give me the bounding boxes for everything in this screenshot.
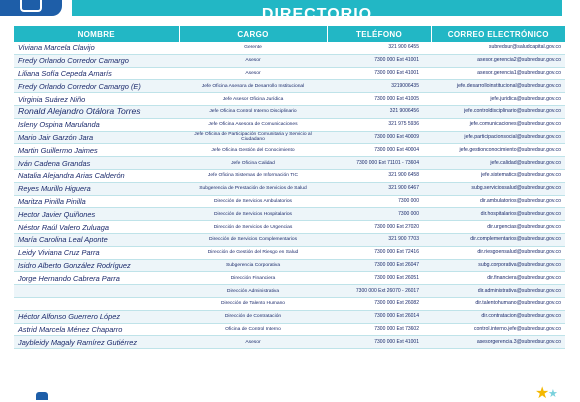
cell-nombre: Virginia Suárez Niño xyxy=(14,93,179,106)
cell-correo[interactable]: jefe.participacionsocial@subredsur.gov.co xyxy=(431,131,565,144)
cell-nombre xyxy=(14,297,179,310)
cell-correo[interactable]: dir.urgencias@subredsur.gov.co xyxy=(431,221,565,234)
cell-cargo: Dirección Financiera xyxy=(179,272,327,285)
cell-nombre: Isidro Alberto González Rodríguez xyxy=(14,259,179,272)
cell-correo[interactable]: jefe.controldisciplinario@subredsur.gov.co xyxy=(431,105,565,118)
cell-nombre: Iván Cadena Grandas xyxy=(14,157,179,170)
cell-cargo: Dirección de Servicios Hospitalarios xyxy=(179,208,327,221)
table-row xyxy=(14,157,565,170)
cell-nombre: Ronald Alejandro Otálora Torres xyxy=(14,105,179,118)
table-row xyxy=(14,80,565,93)
cell-nombre: Astrid Marcela Ménez Chaparro xyxy=(14,323,179,336)
column-header-telefono: TELÉFONO xyxy=(327,26,431,42)
cell-nombre: Néstor Raúl Valero Zuluaga xyxy=(14,221,179,234)
cell-correo[interactable]: subg.corporativa@subredsur.gov.co xyxy=(431,259,565,272)
cell-telefono: 7300 000 Ext 73602 xyxy=(327,323,431,336)
cell-correo[interactable]: dir.ambulatorios@subredsur.gov.co xyxy=(431,195,565,208)
cell-telefono: 7300 000 Ext 41001 xyxy=(327,67,431,80)
cell-telefono: 7300 000 Ext 26047 xyxy=(327,259,431,272)
directory-table xyxy=(14,26,565,349)
cell-cargo: Asesor xyxy=(179,67,327,80)
cell-correo[interactable]: jefe.gestionconocimiento@subredsur.gov.co xyxy=(431,144,565,157)
cell-cargo: Jefe Oficina Gestión del Conocimiento xyxy=(179,144,327,157)
cell-telefono: 321 900 7703 xyxy=(327,233,431,246)
cell-cargo: Jefe Asesor Oficina Jurídica xyxy=(179,93,327,106)
cell-cargo: Dirección de Contratación xyxy=(179,310,327,323)
cell-nombre: Hector Javier Quiñones xyxy=(14,208,179,221)
cell-nombre: Leidy Viviana Cruz Parra xyxy=(14,246,179,259)
cell-nombre: Jaybleidy Magaly Ramírez Gutiérrez xyxy=(14,336,179,349)
table-row xyxy=(14,118,565,131)
cell-correo[interactable]: control.interno.jefe@subredsur.gov.co xyxy=(431,323,565,336)
cell-telefono: 321 900 6455 xyxy=(327,42,431,54)
cell-nombre: Natalia Alejandra Arias Calderón xyxy=(14,169,179,182)
cell-cargo: Dirección de Servicios Ambulatorios xyxy=(179,195,327,208)
table-row xyxy=(14,208,565,221)
table-row xyxy=(14,67,565,80)
table-row xyxy=(14,105,565,118)
cell-correo[interactable]: asesorgerencia.3@subredsur.gov.co xyxy=(431,336,565,349)
cell-cargo: Jefe Oficina Asesora de Desarrollo Institucional xyxy=(179,80,327,93)
cell-telefono: 7300 000 Ext 40004 xyxy=(327,144,431,157)
cell-nombre: Maritza Pinilla Pinilla xyxy=(14,195,179,208)
cell-telefono: 7300 000 Ext 26014 xyxy=(327,310,431,323)
table-row xyxy=(14,93,565,106)
cell-telefono: 7300 000 xyxy=(327,195,431,208)
column-header-nombre: NOMBRE xyxy=(14,26,179,42)
cell-correo[interactable]: jefe.desarrolloinstitucional@subredsur.gov.co xyxy=(431,80,565,93)
brand-corner-shape xyxy=(36,392,48,400)
cell-correo[interactable]: jefe.calidad@subredsur.gov.co xyxy=(431,157,565,170)
cell-correo[interactable]: dir.hospitalarios@subredsur.gov.co xyxy=(431,208,565,221)
logo-icon xyxy=(20,0,42,12)
column-header-cargo: CARGO xyxy=(179,26,327,42)
cell-cargo: Jefe Oficina Calidad xyxy=(179,157,327,170)
cell-cargo: Subgerencia Corporativa xyxy=(179,259,327,272)
cell-telefono: 3219006435 xyxy=(327,80,431,93)
cell-cargo: Oficina de Control Interno xyxy=(179,323,327,336)
cell-telefono: 321 9006456 xyxy=(327,105,431,118)
table-row xyxy=(14,233,565,246)
table-row xyxy=(14,246,565,259)
cell-nombre xyxy=(14,285,179,298)
cell-nombre: Mario Jair Garzón Jara xyxy=(14,131,179,144)
cell-correo[interactable]: dir.contratacion@subredsur.gov.co xyxy=(431,310,565,323)
cell-correo[interactable]: dir.administrativa@subredsur.gov.co xyxy=(431,285,565,298)
table-row xyxy=(14,336,565,349)
cell-telefono: 7300 000 Ext 26070 - 26017 xyxy=(327,285,431,298)
cell-correo[interactable]: asesor.gerencia2@subredsur.gov.co xyxy=(431,54,565,67)
cell-correo[interactable]: jefe.sistematics@subredsur.gov.co xyxy=(431,169,565,182)
star-icon: ★ xyxy=(535,385,550,402)
cell-correo[interactable]: dir.financiera@subredsur.gov.co xyxy=(431,272,565,285)
header-banner xyxy=(0,0,580,26)
cell-cargo: Dirección de Servicios Complementarios xyxy=(179,233,327,246)
cell-nombre: Viviana Marcela Clavijo xyxy=(14,42,179,54)
cell-nombre: Liliana Sofía Cepeda Amarís xyxy=(14,67,179,80)
cell-telefono: 7300 000 Ext 40009 xyxy=(327,131,431,144)
table-row xyxy=(14,195,565,208)
cell-cargo: Jefe Oficina de Participación Comunitaria y Servicio al Ciudadano xyxy=(179,131,327,144)
cell-cargo: Gerente xyxy=(179,42,327,54)
cell-correo[interactable]: asesor.gerencia1@subredsur.gov.co xyxy=(431,67,565,80)
table-row xyxy=(14,54,565,67)
cell-nombre: Isleny Ospina Marulanda xyxy=(14,118,179,131)
cell-nombre: Fredy Orlando Corredor Camargo (E) xyxy=(14,80,179,93)
table-row xyxy=(14,131,565,144)
cell-telefono: 321 900 6458 xyxy=(327,169,431,182)
cell-telefono: 7300 000 Ext 27020 xyxy=(327,221,431,234)
table-row xyxy=(14,221,565,234)
cell-telefono: 7300 000 Ext 41001 xyxy=(327,54,431,67)
cell-telefono: 321 975 5936 xyxy=(327,118,431,131)
table-row xyxy=(14,169,565,182)
star-shadow-icon: ★ xyxy=(548,388,558,400)
table-row xyxy=(14,310,565,323)
cell-cargo: Dirección de Gestión del Riesgo en Salud xyxy=(179,246,327,259)
cell-telefono: 7300 000 xyxy=(327,208,431,221)
cell-cargo: Jefe Oficina Asesora de Comunicaciones xyxy=(179,118,327,131)
cell-cargo: Dirección Administrativa xyxy=(179,285,327,298)
cell-telefono: 7300 000 Ext 26051 xyxy=(327,272,431,285)
table-row xyxy=(14,285,565,298)
table-row xyxy=(14,272,565,285)
cell-nombre: Reyes Murillo Higuera xyxy=(14,182,179,195)
cell-nombre: Martin Guillermo Jaimes xyxy=(14,144,179,157)
page-title: DIRECTORIO xyxy=(261,6,373,23)
cell-cargo: Subgerencia de Prestación de Servicios de Salud xyxy=(179,182,327,195)
cell-nombre: Fredy Orlando Corredor Camargo xyxy=(14,54,179,67)
cell-cargo: Jefe Oficina Sistemas de Información TIC xyxy=(179,169,327,182)
cell-correo[interactable]: dir.complementarios@subredsur.gov.co xyxy=(431,233,565,246)
table-row xyxy=(14,144,565,157)
cell-correo[interactable]: dir.talentohumano@subredsur.gov.co xyxy=(431,297,565,310)
cell-nombre: María Carolina Leal Aponte xyxy=(14,233,179,246)
cell-correo[interactable]: subg.serviciossalud@subredsur.gov.co xyxy=(431,182,565,195)
cell-telefono: 7300 000 Ext 72416 xyxy=(327,246,431,259)
table-row xyxy=(14,182,565,195)
cell-telefono: 7300 000 Ext 41001 xyxy=(327,336,431,349)
cell-correo[interactable]: dir.riesgoensalud@subredsur.gov.co xyxy=(431,246,565,259)
table-row xyxy=(14,42,565,54)
cell-cargo: Dirección de Talento Humano xyxy=(179,297,327,310)
cell-telefono: 7300 000 Ext 41005 xyxy=(327,93,431,106)
cell-telefono: 7300 000 Ext 71101 - 73604 xyxy=(327,157,431,170)
table-row xyxy=(14,297,565,310)
cell-nombre: Jorge Hernando Cabrera Parra xyxy=(14,272,179,285)
cell-cargo: Asesor xyxy=(179,336,327,349)
title-bar xyxy=(72,0,562,23)
cell-telefono: 321 900 6467 xyxy=(327,182,431,195)
table-header-row xyxy=(14,26,565,42)
cell-telefono: 7300 000 Ext 26082 xyxy=(327,297,431,310)
cell-correo[interactable]: jefe.juridica@subredsur.gov.co xyxy=(431,93,565,106)
cell-nombre: Héctor Alfonso Guerrero López xyxy=(14,310,179,323)
brand-block xyxy=(0,0,62,16)
cell-correo[interactable]: jefe.comunicaciones@subredsur.gov.co xyxy=(431,118,565,131)
table-row xyxy=(14,259,565,272)
cell-cargo: Jefe Oficina Control Interno Disciplinario xyxy=(179,105,327,118)
column-header-correo: CORREO ELECTRÓNICO xyxy=(431,26,565,42)
cell-cargo: Asesor xyxy=(179,54,327,67)
cell-correo[interactable]: subredsur@saludcapital.gov.co xyxy=(431,42,565,54)
table-row xyxy=(14,323,565,336)
cell-cargo: Dirección de Servicios de Urgencias xyxy=(179,221,327,234)
